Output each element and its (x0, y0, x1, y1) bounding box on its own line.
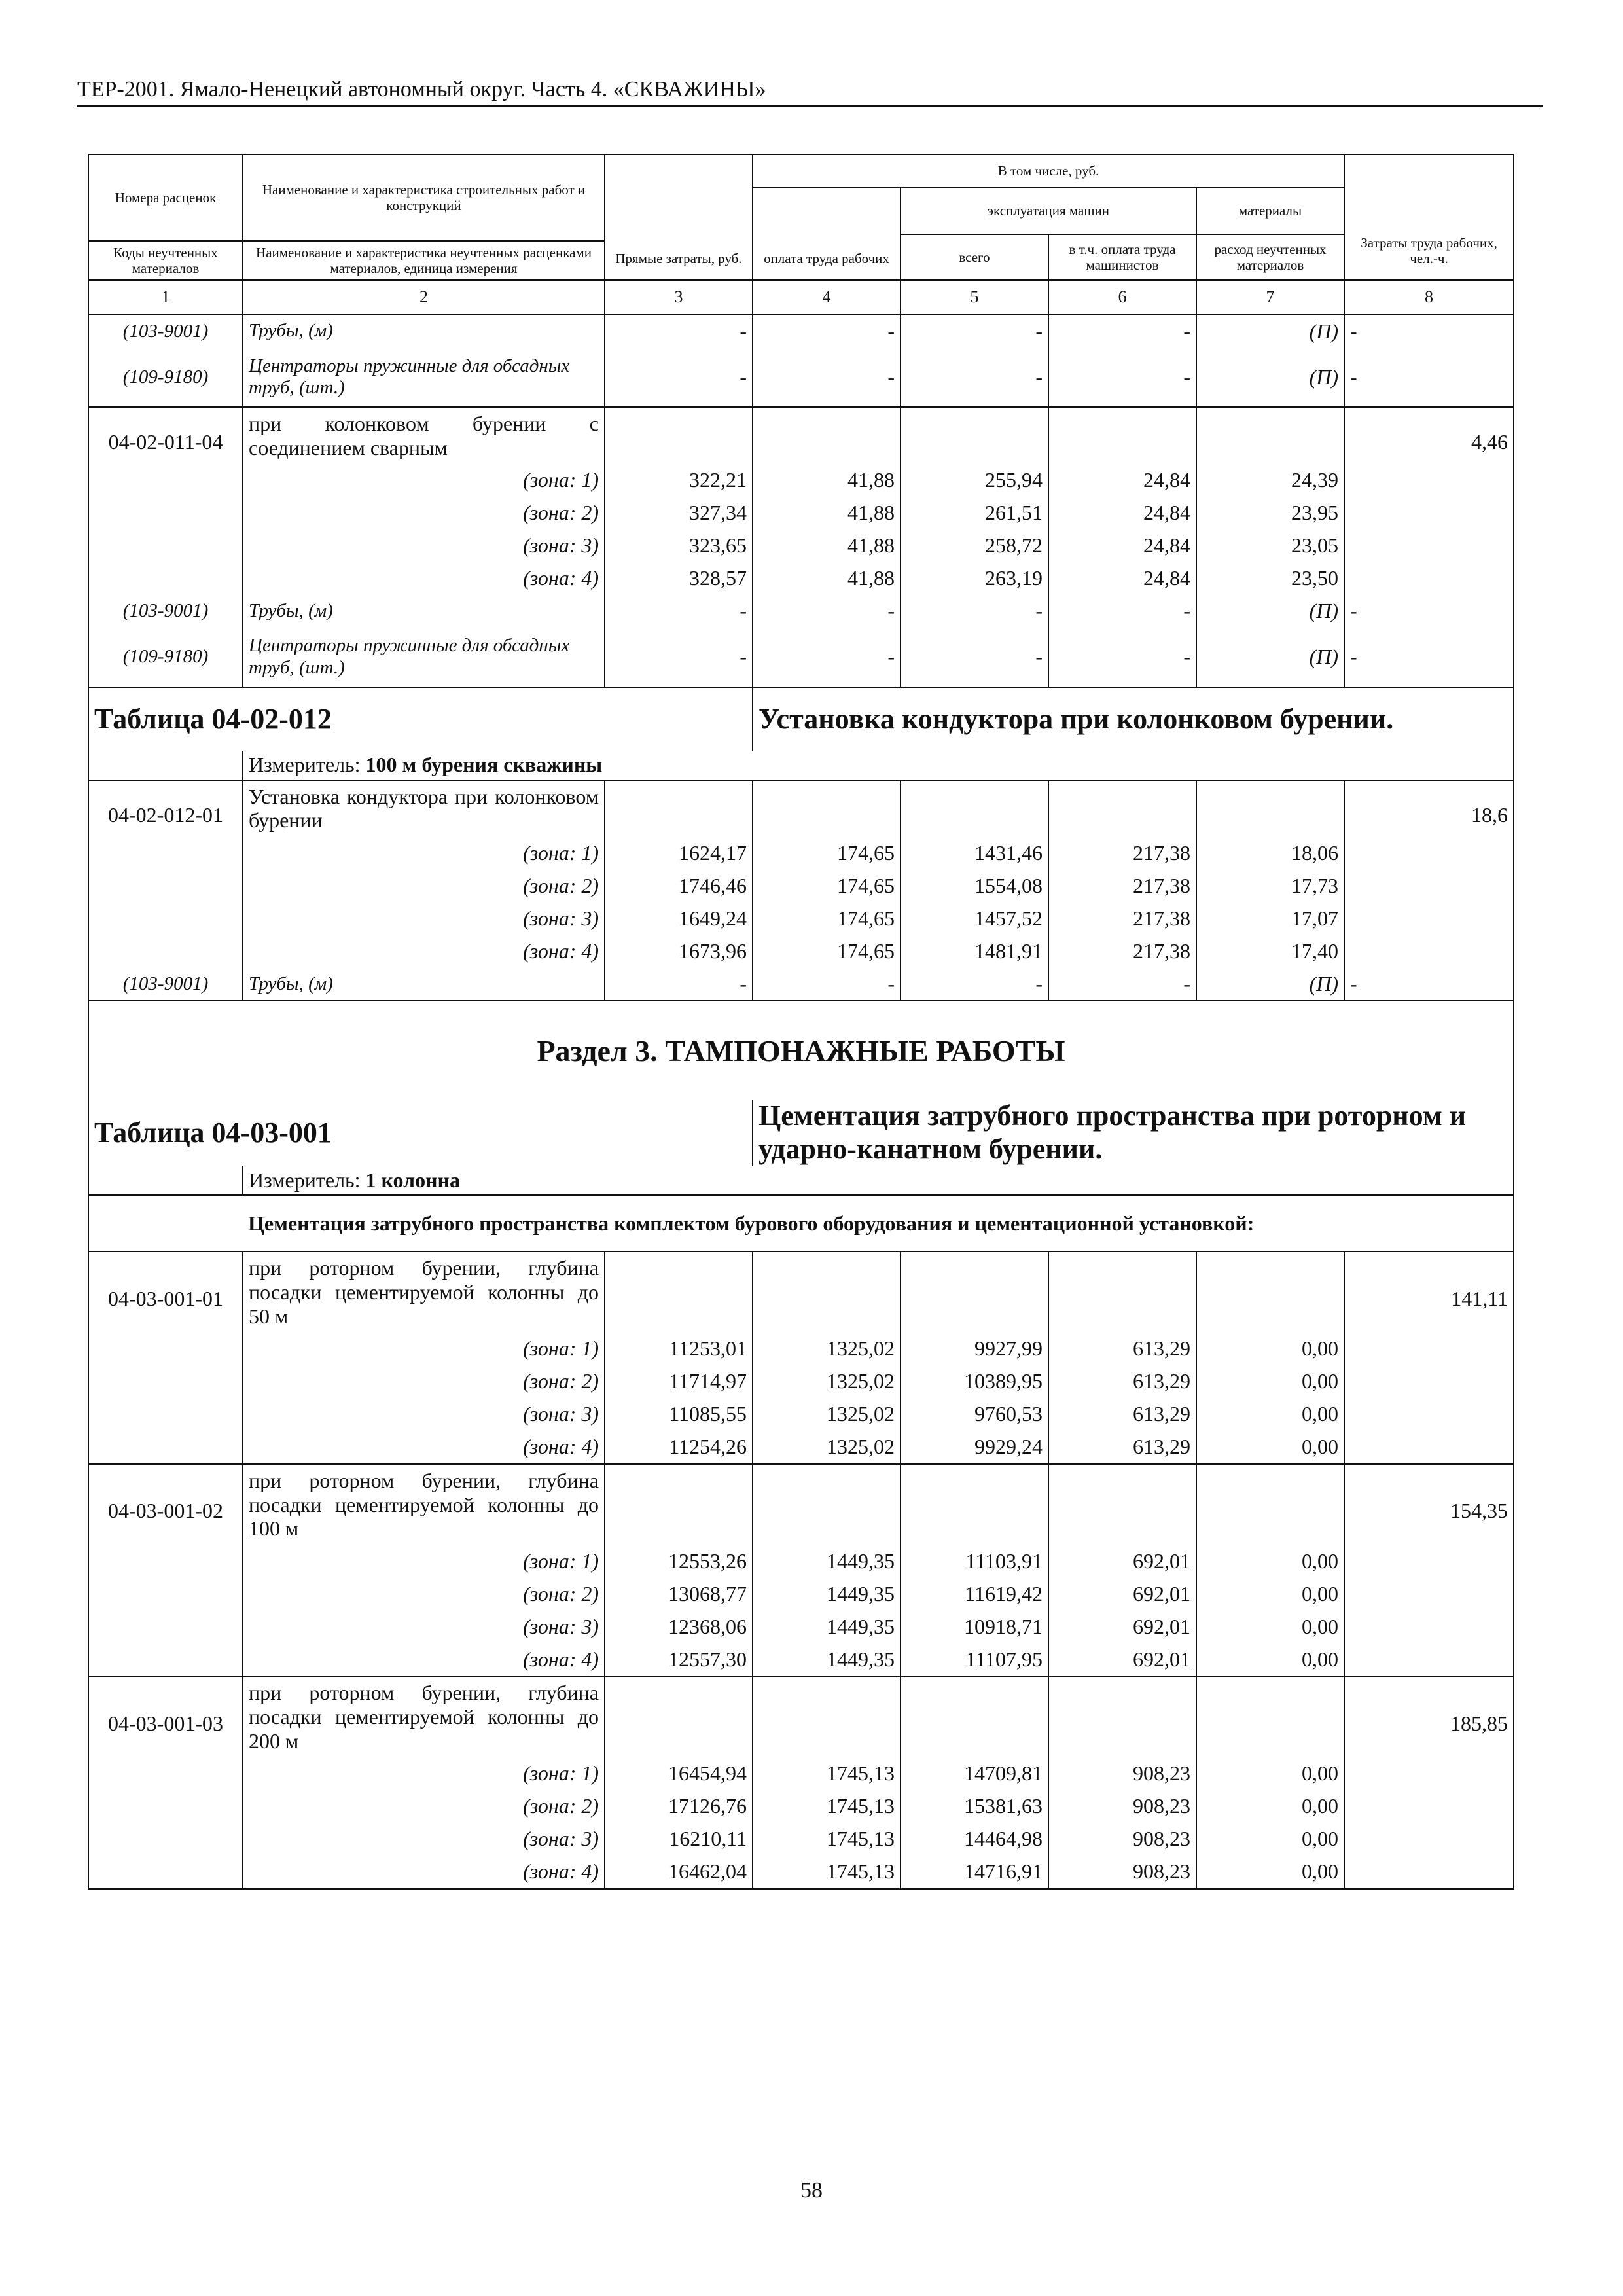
rate-04-02-011-04 (88, 407, 1514, 687)
labor-cost: 141,11 (1344, 1251, 1514, 1332)
zone-row: (зона: 4) 11254,26 1325,02 9929,24 613,29 0,00 (88, 1431, 1514, 1464)
page-number: 58 (800, 2178, 823, 2202)
hdr-col5: всего (901, 234, 1048, 280)
rate-name: при роторном бурении, глубина посадки цементируемой колонны до 100 м (243, 1464, 605, 1545)
rate-code: 04-02-011-04 (88, 407, 243, 464)
section-3 (88, 1001, 1514, 1100)
hdr-materials: материалы (1196, 187, 1344, 234)
zone-row: (зона: 1) 1624,17 174,65 1431,46 217,38 18,06 (88, 836, 1514, 869)
labor-cost: 185,85 (1344, 1676, 1514, 1757)
zone-row: (зона: 1) 322,21 41,88 255,94 24,84 24,39 (88, 464, 1514, 497)
table-number: Таблица 04-02-012 (94, 703, 332, 736)
zone-row: (зона: 4) 328,57 41,88 263,19 24,84 23,50 (88, 562, 1514, 595)
hdr-col4: оплата труда рабочих (753, 187, 901, 280)
labor-cost: 154,35 (1344, 1464, 1514, 1545)
column-numbers-row (88, 280, 1514, 314)
resource-row: (103-9001) Трубы, (м) - - - - (П) - (88, 967, 1514, 1001)
hdr-incl: В том числе, руб. (753, 154, 1344, 187)
hdr-col3: Прямые затраты, руб. (605, 154, 753, 280)
zone-row: (зона: 3) 1649,24 174,65 1457,52 217,38 17,07 (88, 902, 1514, 935)
table-number: Таблица 04-03-001 (94, 1117, 332, 1149)
table-04-03-001 (88, 1100, 1514, 1251)
running-header: ТЕР-2001. Ямало-Ненецкий автономный округ. Часть 4. «СКВАЖИНЫ» (77, 77, 766, 101)
resource-row: (109-9180) Центраторы пружинные для обсадных труб, (шт.) - - - - (П) - (88, 628, 1514, 687)
zone-row: (зона: 3) 16210,11 1745,13 14464,98 908,23 0,00 (88, 1823, 1514, 1856)
measure-unit: 1 колонна (365, 1168, 460, 1192)
zone-row: (зона: 4) 1673,96 174,65 1481,91 217,38 17,40 (88, 935, 1514, 967)
colnum: 7 (1196, 280, 1344, 314)
colnum: 2 (243, 280, 605, 314)
rate-name-row (88, 780, 1514, 837)
measure-unit: 100 м бурения скважины (365, 753, 603, 777)
zone-row: (зона: 2) 327,34 41,88 261,51 24,84 23,95 (88, 497, 1514, 529)
table-header (88, 154, 1514, 314)
zone-row: (зона: 4) 16462,04 1745,13 14716,91 908,23 0,00 (88, 1856, 1514, 1889)
table-04-02-012 (88, 687, 1514, 1001)
zone-row: (зона: 2) 17126,76 1745,13 15381,63 908,23 0,00 (88, 1790, 1514, 1823)
rate-code: 04-02-012-01 (88, 780, 243, 837)
rate-name-row (88, 1251, 1514, 1332)
zone-row: (зона: 3) 323,65 41,88 258,72 24,84 23,05 (88, 529, 1514, 562)
section-heading: Раздел 3. ТАМПОНАЖНЫЕ РАБОТЫ (88, 1001, 1514, 1100)
rate-code: 04-03-001-02 (88, 1464, 243, 1545)
hdr-col7: расход неучтенных материалов (1196, 234, 1344, 280)
labor-cost: 18,6 (1344, 780, 1514, 837)
rate-name: Установка кондуктора при колонковом бурении (243, 780, 605, 837)
header-rule (77, 105, 1543, 107)
labor-cost: 4,46 (1344, 407, 1514, 464)
colnum: 8 (1344, 280, 1514, 314)
measure-row: Измеритель: 100 м бурения скважины (88, 751, 1514, 780)
table-title-row (88, 687, 1514, 751)
hdr-machines: эксплуатация машин (901, 187, 1196, 234)
hdr-col6: в т.ч. оплата труда машинистов (1048, 234, 1196, 280)
zone-row: (зона: 2) 11714,97 1325,02 10389,95 613,29 0,00 (88, 1365, 1514, 1398)
zone-row: (зона: 3) 11085,55 1325,02 9760,53 613,29 0,00 (88, 1398, 1514, 1431)
colnum: 1 (88, 280, 243, 314)
rate-name: при роторном бурении, глубина посадки цементируемой колонны до 200 м (243, 1676, 605, 1757)
caption-row (88, 1195, 1514, 1251)
rate-code: 04-03-001-03 (88, 1676, 243, 1757)
table-title: Установка кондуктора при колонковом бурении. (758, 703, 1394, 736)
zone-row: (зона: 1) 11253,01 1325,02 9927,99 613,29 0,00 (88, 1333, 1514, 1365)
zone-row: (зона: 2) 1746,46 174,65 1554,08 217,38 17,73 (88, 869, 1514, 902)
cement-rates (88, 1251, 1514, 1888)
table-caption: Цементация затрубного пространства комплектом бурового оборудования и цементационной установкой: (243, 1195, 1514, 1251)
rate-name-row (88, 1464, 1514, 1545)
zone-row: (зона: 3) 12368,06 1449,35 10918,71 692,01 0,00 (88, 1610, 1514, 1643)
rate-code: 04-03-001-01 (88, 1251, 243, 1332)
measure-row: Измеритель: 1 колонна (88, 1166, 1514, 1195)
rate-name-row (88, 1676, 1514, 1757)
zone-row: (зона: 1) 12553,26 1449,35 11103,91 692,01 0,00 (88, 1545, 1514, 1577)
table-title-row (88, 1100, 1514, 1166)
hdr-col2-bottom: Наименование и характеристика неучтенных расценками материалов, единица измерения (243, 241, 605, 280)
rate-name: при колонковом бурении с соединением сварным (243, 407, 605, 464)
zone-row: (зона: 1) 16454,94 1745,13 14709,81 908,23 0,00 (88, 1757, 1514, 1790)
colnum: 4 (753, 280, 901, 314)
hdr-col2-top: Наименование и характеристика строительных работ и конструкций (243, 154, 605, 241)
rates-table (88, 154, 1514, 1890)
hdr-col1-bottom: Коды неучтенных материалов (88, 241, 243, 280)
rate-name-row (88, 407, 1514, 464)
colnum: 5 (901, 280, 1048, 314)
hdr-col1-top: Номера расценок (88, 154, 243, 241)
colnum: 6 (1048, 280, 1196, 314)
zone-row: (зона: 4) 12557,30 1449,35 11107,95 692,01 0,00 (88, 1643, 1514, 1676)
table-title: Цементация затрубного пространства при роторном и ударно-канатном бурении. (758, 1100, 1467, 1165)
section-heading-row (88, 1001, 1514, 1100)
resource-row: (103-9001) Трубы, (м) - - - - (П) - (88, 595, 1514, 628)
rate-name: при роторном бурении, глубина посадки цементируемой колонны до 50 м (243, 1251, 605, 1332)
resource-row: (109-9180) Центраторы пружинные для обсадных труб, (шт.) - - - - (П) - (88, 348, 1514, 407)
zone-row: (зона: 2) 13068,77 1449,35 11619,42 692,01 0,00 (88, 1577, 1514, 1610)
prev-rate-resources (88, 314, 1514, 407)
resource-row: (103-9001) Трубы, (м) - - - - (П) - (88, 314, 1514, 348)
colnum: 3 (605, 280, 753, 314)
hdr-col8: Затраты труда рабочих, чел.-ч. (1344, 154, 1514, 280)
